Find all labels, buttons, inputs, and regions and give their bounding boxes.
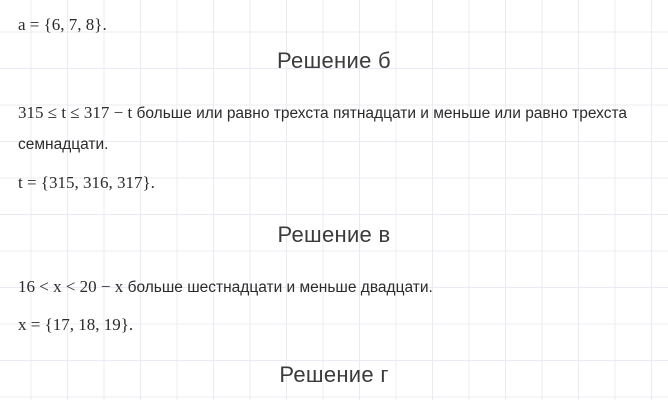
statement-text-b: больше или равно трехста пятнадцати и меньше или равно трехста семнадцати. (18, 105, 628, 153)
statement-math-v: 16 < x < 20 − x (18, 277, 124, 296)
section-heading-v: Решение в (277, 222, 391, 247)
section-heading-b: Решение б (277, 48, 391, 73)
section-statement-v (18, 272, 650, 303)
section-answer-v: x = {17, 18, 19}. (18, 315, 134, 334)
statement-text-v: больше шестнадцати и меньше двадцати. (123, 279, 433, 296)
section-statement-b (18, 98, 650, 160)
section-answer-b: t = {315, 316, 317}. (18, 173, 155, 192)
answer-line-a: a = {6, 7, 8}. (18, 15, 107, 34)
section-heading-g: Решение г (279, 362, 389, 387)
statement-math-b: 315 ≤ t ≤ 317 − t (18, 103, 133, 122)
